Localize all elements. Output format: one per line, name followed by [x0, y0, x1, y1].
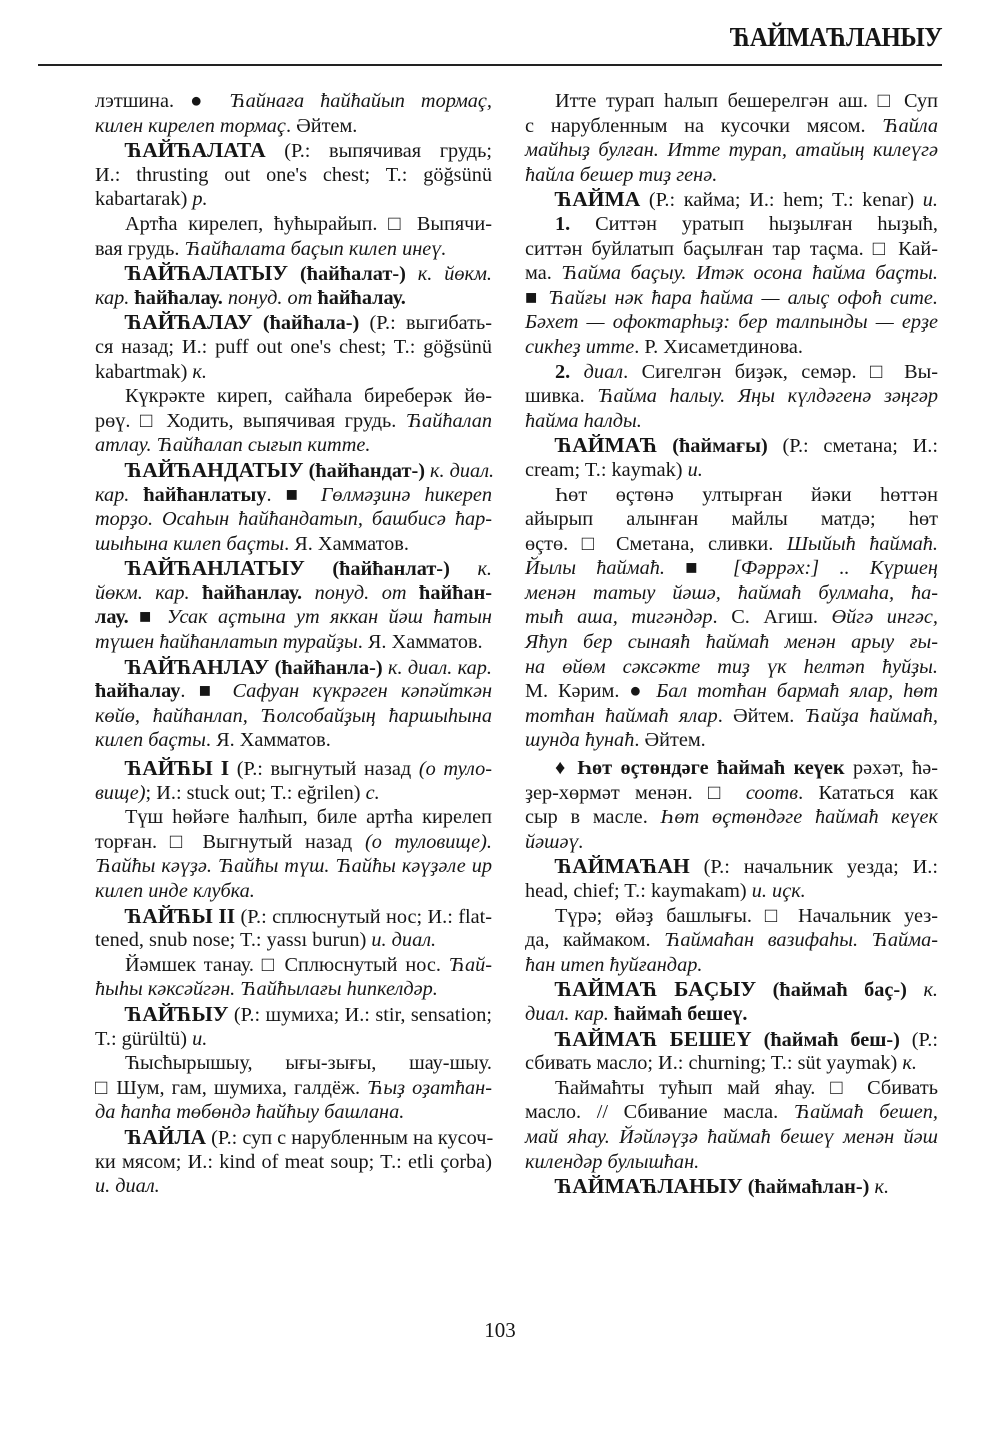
text-line [525, 1100, 938, 1125]
text-line [95, 1027, 492, 1052]
text-run [407, 582, 420, 604]
text-line [95, 953, 492, 978]
italic-run: и. [922, 189, 938, 212]
italic-run: Йылы ћаймаћ. [525, 557, 665, 580]
bold-run: ћайћалау. [317, 286, 406, 309]
text-line [525, 581, 938, 606]
text-run [253, 312, 263, 334]
bold-run: лау. [95, 606, 129, 629]
text-run: вая грудь. [95, 237, 185, 260]
headword: ЋАЙЋАНЛАУ [125, 654, 270, 679]
text-run: (Р.: начальник уезда; И.: [689, 856, 938, 879]
italic-run: Яћуп бер сынаяћ ћаймаћ менән арыу ғы- [525, 631, 938, 654]
text-run: (Р.: сметана; И.: [767, 435, 938, 458]
text-line [525, 286, 938, 311]
text-line [525, 728, 938, 753]
text-run: да, каймаком. [525, 929, 665, 952]
text-run [190, 582, 203, 604]
text-run: . Әйтем. [285, 114, 358, 137]
bold-run: (ћайћанлат-) [332, 558, 450, 581]
italic-run: кар. [95, 286, 130, 309]
italic-run: и. иçк. [751, 880, 806, 902]
text-run [288, 263, 300, 285]
text-run: М. Кәрим. ● [525, 680, 657, 703]
italic-run: и. диал. [95, 1175, 160, 1198]
italic-run: кар. [95, 483, 130, 506]
italic-run: ћайма һалды. [525, 409, 642, 432]
bold-run: 2. [555, 360, 571, 383]
text-line [525, 1002, 938, 1027]
italic-run: Ћайма һалыу. Яңы күлдәгенә зәңгәр [597, 385, 938, 408]
bold-run: 1. [555, 212, 571, 235]
text-run: ■ [664, 557, 734, 580]
text-run: (Р.: кайма; И.: hem; T.: kenar) [640, 189, 923, 212]
text-run: масло. // Сбивание масла. [525, 1101, 794, 1124]
text-run: Һөт өçтөнә ултырған йәки һөттән [555, 483, 938, 506]
text-line [95, 1174, 492, 1199]
text-run: И.: thrusting out one's chest; T.: göğsünü [95, 163, 492, 186]
text-run: (Р.: суп с нарубленным на кусоч- [206, 1126, 494, 1149]
italic-run: к. диал. [430, 459, 495, 482]
text-run: сбивать масло; И.: churning; T.: süt yaymak) [525, 1052, 903, 1075]
headword: ЋАЙЋАНДАТЫУ [125, 457, 304, 482]
text-line [95, 1051, 492, 1076]
text-line [525, 977, 938, 1002]
right-column [525, 89, 938, 1199]
italic-run: атлау. Ћайћалап сығып китте. [95, 434, 371, 457]
italic-run: Ћыҙ оҙатћан- [367, 1076, 493, 1099]
text-line [95, 433, 492, 458]
text-run: Ћаймаћты тућып май яһау. □ Сбивать [555, 1076, 938, 1099]
headword: ЋАЙМАЋ БАÇЫУ [555, 977, 757, 1002]
text-run [302, 582, 315, 604]
italic-run: майһыҙ булған. Итте турап, атайың килеүгә [525, 139, 938, 162]
text-line [95, 114, 492, 139]
text-run [450, 558, 478, 580]
text-line [525, 904, 938, 929]
text-line [525, 163, 938, 188]
text-line [95, 310, 492, 335]
text-line [525, 89, 938, 114]
italic-run: и. [687, 458, 703, 481]
text-line [525, 458, 938, 483]
italic-run: понуд. от [227, 286, 313, 309]
text-run: с нарубленным на кусочки мясом. [525, 114, 883, 137]
text-line [95, 928, 492, 953]
headword: ЋАЙМАЋ БЕШЕҮ [555, 1026, 752, 1051]
text-line [95, 655, 492, 680]
text-line [95, 728, 492, 753]
text-line [525, 310, 938, 335]
text-line [95, 879, 492, 904]
text-line [525, 1051, 938, 1076]
headword: ЋАЙЋАЛАУ [125, 310, 253, 335]
text-run: ся назад; И.: puff out one's chest; T.: göğsünü [95, 335, 492, 358]
text-line [525, 928, 938, 953]
italic-run: Ћайћалап [405, 409, 492, 432]
italic-run: да ћапћа төбөндә ћайћыу башлана. [95, 1101, 405, 1124]
text-line [95, 360, 492, 385]
text-line [525, 756, 938, 781]
text-line [525, 212, 938, 237]
text-line [525, 138, 938, 163]
text-line [525, 679, 938, 704]
text-line [95, 483, 492, 508]
headword: ЋАЙЛА [125, 1124, 206, 1149]
italic-run: Һөт өçтөндәге ћаймаћ кеүек [660, 806, 938, 829]
italic-run: Ћайћалата баçып килеп инеү. [184, 237, 447, 260]
text-run: рәхәт, ћә- [844, 757, 938, 780]
headword: ЋАЙМАЋЛАНЫУ [555, 1174, 743, 1199]
text-line [525, 704, 938, 729]
italic-run: тотћан ћаймаћ ялар [525, 704, 718, 727]
italic-run: к. йөкм. [417, 263, 492, 286]
text-line [525, 953, 938, 978]
bold-run: ћайћалау [95, 680, 181, 703]
headword: ЋАЙМАЋАН [555, 854, 690, 879]
text-run: лэтшина. [95, 90, 191, 112]
text-line [525, 556, 938, 581]
headword: ЋАЙЋАЛАТА [125, 138, 266, 163]
text-line [525, 879, 938, 904]
italic-run: к. [874, 1176, 890, 1199]
text-line [95, 138, 492, 163]
left-column [95, 89, 495, 1199]
text-line [95, 854, 492, 879]
text-run: (Р.: [899, 1028, 939, 1051]
text-run: head, chief; T.: kaymakam) [525, 880, 752, 902]
text-line [95, 830, 492, 855]
headword: ЋАЙМАЋ [555, 433, 658, 458]
italic-run: Ћай- [448, 953, 492, 976]
text-line [525, 433, 938, 458]
text-line [95, 781, 492, 806]
bold-run: ћайћанлау. [202, 581, 303, 604]
bold-run: (ћайћала-) [262, 312, 360, 335]
text-line [525, 335, 938, 360]
italic-run: Ћаймаћан вазифаһы. Ћайма- [664, 929, 938, 952]
italic-run: Ћаймаћ бешеп, [793, 1101, 938, 1124]
text-run: ҙер-хөрмәт менән. □ [525, 781, 746, 804]
running-head: ЋАЙМАЋЛАНЫУ [730, 22, 942, 52]
text-line [95, 704, 492, 729]
italic-run: вище) [95, 781, 146, 804]
italic-run: (о туло- [418, 758, 493, 781]
text-run: Күкрәкте киреп, сайћала биреберәк йө- [125, 385, 492, 408]
text-line [525, 630, 938, 655]
italic-run: р. [192, 188, 208, 211]
italic-run: торҙо. Осаһын ћайћандатып, башбисә ћар- [95, 508, 492, 531]
text-line [525, 532, 938, 557]
text-line [95, 679, 492, 704]
italic-run: ћыһы кәксәйгән. Ћайћылағы һипкелдәр. [95, 978, 438, 1001]
text-run: . Әйтем. [717, 704, 805, 727]
bold-run: (ћайћандат-) [308, 459, 425, 482]
bold-run: (ћаймағы) [672, 435, 768, 458]
text-run: (Р.: выпячивая грудь; [265, 140, 492, 163]
bold-run: (ћаймаћ беш-) [763, 1028, 900, 1051]
bold-run: Һөт өçтөндәге ћаймаћ кеүек [577, 757, 845, 780]
italic-run: к. диал. кар. [387, 656, 492, 679]
text-run: сыр в масле. [525, 806, 661, 829]
text-line [95, 187, 492, 212]
text-run: . ■ [266, 483, 321, 506]
text-run: T.: gürültü) [95, 1027, 193, 1050]
text-run: Ситтән уратып һыҙылған һыҙыћ, [570, 212, 938, 235]
text-line [95, 605, 492, 630]
text-line [95, 1100, 492, 1125]
headword: ЋАЙЋЫ II [125, 903, 236, 928]
text-run: Түрә; өйәҙ башлығы. □ Начальник уез- [555, 904, 938, 927]
text-run: өçтө. □ Сметана, сливки. [525, 532, 787, 555]
text-run: торған. □ Выгнутый назад [95, 830, 365, 853]
text-run: ма. [525, 262, 562, 285]
italic-run: диал [583, 360, 624, 383]
text-line [525, 805, 938, 830]
text-line [95, 384, 492, 409]
text-run: . Я. Хамматов. [205, 729, 331, 752]
text-line [525, 409, 938, 434]
italic-run: килеп инде клубка. [95, 880, 255, 902]
italic-run: менән татыу йәшә, ћаймаћ булмаһа, ћа- [525, 581, 938, 604]
text-line [95, 1002, 492, 1027]
text-line [95, 1076, 492, 1101]
headword: ЋАЙЋЫ I [125, 756, 230, 781]
text-line [95, 630, 492, 655]
italic-run: и. [192, 1027, 208, 1050]
text-run: (Р.: выгибать- [359, 312, 492, 335]
text-line [525, 830, 938, 855]
text-run: . Я. Хамматов. [284, 532, 409, 555]
italic-run: килен кирелеп тормаç [95, 114, 286, 137]
text-run: ● [190, 90, 230, 112]
italic-run: Шыйыћ ћаймаћ. [786, 532, 938, 555]
headword: ЋАЙМА [555, 187, 641, 212]
italic-run: Ћайнаға ћайћайып тормаç, [229, 90, 492, 112]
italic-run: понуд. от [314, 581, 407, 604]
italic-run: көйө, ћайћанлап, Ћолсобайҙың ћаршыһына [95, 704, 492, 727]
bold-run: (ћаймаћ баç-) [772, 979, 907, 1002]
headword: ЋАЙЋАЛАТЫУ [125, 261, 289, 286]
text-line [525, 1125, 938, 1150]
italic-run: Ћайма баçыу. Итәк осона ћайма баçты. [561, 262, 938, 285]
italic-run: с. [365, 781, 380, 804]
text-run: ♦ [555, 757, 578, 780]
italic-run: Сафуан күкрәген кәпәйткән [232, 680, 493, 703]
italic-run: тыћ аша, тигәндәр [525, 606, 713, 629]
bold-run: ћайћан- [419, 581, 493, 604]
text-run: ; И.: stuck out; T.: eğrilen) [145, 781, 366, 804]
italic-run: к. [192, 360, 207, 383]
italic-run: Бал тотћан бармаћ ялар, һөт [656, 680, 938, 703]
text-line [95, 163, 492, 188]
text-line [95, 1150, 492, 1175]
text-run [305, 558, 333, 580]
bold-run: ћайћанлатыу [143, 483, 267, 506]
text-line [95, 335, 492, 360]
text-run: ситтән буйлатып баçылған тар таçма. □ Кай- [525, 237, 938, 260]
text-run: tened, snub nose; T.: yassı burun) [95, 929, 372, 952]
text-line [95, 756, 492, 781]
italic-run: к. [902, 1052, 917, 1075]
text-line [95, 457, 495, 483]
text-line [95, 507, 492, 532]
bold-run: ћайћалау. [134, 286, 223, 309]
text-run [406, 263, 418, 285]
italic-run: түшен ћайћанлатып турайҙы [95, 631, 358, 654]
text-run: Ћысћырышыу, ығы-зығы, шау-шыу. [125, 1052, 492, 1075]
text-run [129, 484, 143, 506]
text-line [525, 384, 938, 409]
text-line [95, 286, 492, 311]
text-run: рөү. □ Ходить, выпячивая грудь. [95, 409, 406, 432]
text-run [657, 435, 672, 457]
text-line [525, 360, 938, 385]
text-line [95, 581, 492, 606]
text-run: Йәмшек танау. □ Сплюснутый нос. [125, 953, 449, 976]
italic-run: Ћайћы кәүҙә. Ћайћы түш. Ћайћы кәүҙәле ир [95, 855, 492, 878]
text-run: □ Шум, гам, шумиха, галдёж. [95, 1076, 368, 1099]
italic-run: килендәр булышћан. [525, 1150, 700, 1173]
text-line [525, 507, 938, 532]
text-line [95, 904, 492, 929]
text-run: kabartmak) [95, 360, 193, 383]
text-run: ■ [525, 286, 549, 309]
italic-run: к. [477, 558, 492, 581]
header-rule [38, 64, 942, 66]
text-run: . Әйтем. [634, 729, 706, 752]
text-run: kabartarak) [95, 188, 193, 211]
text-line [525, 1076, 938, 1101]
bold-run: ћаймаћ бешеү. [613, 1002, 748, 1025]
italic-run: Ћайҙа ћаймаћ, [804, 704, 939, 727]
text-run [756, 979, 773, 1001]
text-line [525, 1174, 938, 1199]
headword: ЋАЙЋАНЛАТЫУ [125, 556, 305, 581]
italic-run: май яһау. Йәйләүҙә ћаймаћ бешеү менән йәш [525, 1125, 938, 1148]
text-line [525, 854, 938, 879]
text-line [525, 655, 938, 680]
italic-run: шунда ћунаћ [525, 729, 635, 752]
text-run: . Р. Хисаметдинова. [634, 335, 803, 358]
italic-run: Усак аçтына ут яккан йәш ћатын [166, 606, 492, 629]
text-run: (Р.: шумиха; И.: stir, sensation; [228, 1003, 492, 1026]
italic-run: [Фәррәх:] .. Күршең [733, 557, 938, 580]
text-line [95, 532, 492, 557]
text-line [95, 556, 492, 581]
italic-run: шыһына килеп баçты [95, 532, 285, 555]
text-run: ки мясом; И.: kind of meat soup; T.: etli çorba) [95, 1150, 492, 1173]
italic-run: на өйөм сәксәкте тиҙ үк һелтәп ћуйҙы. [525, 655, 938, 678]
italic-run: ћайла бешер тиҙ генә. [525, 163, 718, 186]
text-run: Түш һөйәге ћалћып, биле артћа кирелеп [125, 806, 492, 829]
italic-run: и. диал. [371, 929, 437, 952]
bold-run: (ћайћалат-) [299, 263, 406, 286]
text-run: Итте турап һалып бешерелгән аш. □ Суп [555, 90, 938, 112]
text-line [525, 483, 938, 508]
italic-run: (о туловище). [364, 830, 492, 853]
italic-run: йөкм. кар. [95, 581, 190, 604]
text-run: Артћа кирелеп, ћућырайып. □ Выпячи- [125, 212, 492, 235]
text-run: . ■ [180, 680, 233, 703]
italic-run: сикһеҙ итте [525, 335, 635, 358]
text-run: . С. Агиш. [712, 606, 832, 629]
text-run: . Сигелгән биҙәк, семәр. □ Вы- [623, 360, 939, 383]
italic-run: Ћайла [882, 114, 938, 137]
text-run: . Я. Хамматов. [357, 631, 483, 654]
italic-run: соотв [745, 781, 799, 804]
text-line [95, 89, 492, 114]
text-line [525, 237, 938, 262]
text-line [95, 212, 492, 237]
italic-run: килеп баçты [95, 729, 206, 752]
italic-run: ћан итеп ћуйғандар. [525, 953, 703, 976]
text-line [525, 605, 938, 630]
text-run: ■ [128, 606, 167, 629]
text-line [95, 409, 492, 434]
text-run [752, 1029, 764, 1051]
text-run: айырып алынған майлы матдә; һөт [525, 508, 938, 531]
italic-run: Бәхет — офоктарһыҙ: бер талпынды — ерҙе [525, 311, 938, 334]
text-run: cream; T.: kaymak) [525, 458, 688, 481]
text-line [525, 1027, 938, 1052]
text-line [525, 187, 938, 212]
text-line [525, 114, 938, 139]
text-line [525, 1150, 938, 1175]
text-line [95, 805, 492, 830]
text-run: шивка. [525, 385, 598, 408]
italic-run: диал. кар. [525, 1002, 609, 1025]
text-line [525, 781, 938, 806]
bold-run: (ћаймаћлан-) [747, 1176, 870, 1199]
text-run: . Кататься как [798, 781, 938, 804]
italic-run: Ћайғы нәк ћара ћайма — алыç офоћ сите. [548, 286, 938, 309]
text-run: (Р.: выгнутый назад [229, 758, 419, 781]
italic-run: к. [923, 979, 938, 1002]
text-line [525, 261, 938, 286]
page-number: 103 [484, 1318, 516, 1342]
text-line [95, 237, 492, 262]
headword: ЋАЙЋЫУ [125, 1001, 229, 1026]
text-run [907, 979, 924, 1001]
italic-run: Гөлмәҙинә һикереп [320, 483, 492, 506]
italic-run: йәшәү. [525, 830, 584, 853]
text-run: (Р.: сплюснутый нос; И.: flat- [235, 905, 492, 928]
text-line [95, 977, 492, 1002]
text-line [95, 1125, 492, 1150]
bold-run: (ћайћанла-) [274, 656, 383, 679]
text-run [570, 361, 583, 383]
italic-run: Өйгә ингәс, [831, 606, 938, 629]
text-line [95, 261, 492, 286]
